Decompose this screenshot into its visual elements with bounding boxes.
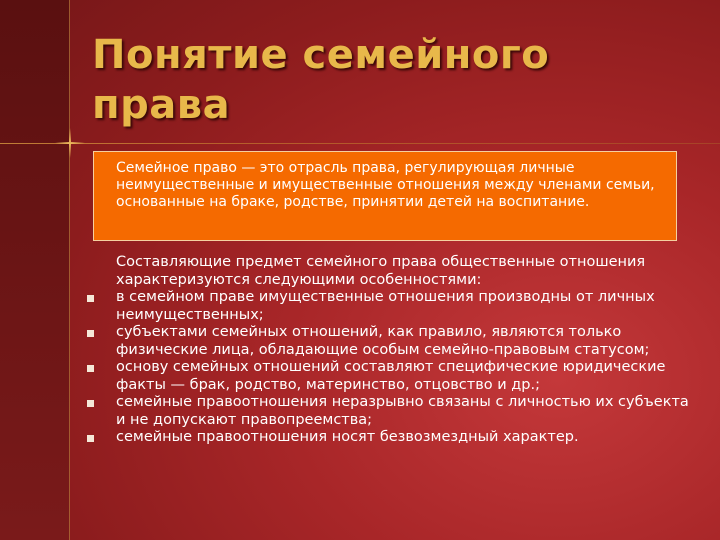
list-item <box>116 429 696 447</box>
sparkle-icon <box>55 128 85 158</box>
intro-paragraph: Составляющие предмет семейного права общественные отношения характеризуются следующими особенностями: <box>116 254 646 288</box>
horizontal-divider <box>0 143 720 144</box>
list-item-text: в семейном праве имущественные отношения производны от личных неимущественных; <box>116 289 655 323</box>
definition-body: — это отрасль права, регулирующая личные неимущественные и имущественные отношения между членами семьи, основанные на браке, родстве, принятии детей на воспитание. <box>116 160 655 210</box>
bullet-square-icon <box>87 330 94 337</box>
list-item <box>116 289 696 324</box>
bullet-square-icon <box>87 365 94 372</box>
bullet-square-icon <box>87 295 94 302</box>
vertical-divider <box>69 0 70 540</box>
bullet-square-icon <box>87 435 94 442</box>
left-band <box>0 0 70 540</box>
list-item-text: семейные правоотношения неразрывно связаны с личностью их субъекта и не допускают правопреемства; <box>116 394 689 428</box>
definition-term: Семейное право <box>116 160 237 176</box>
bullet-square-icon <box>87 400 94 407</box>
list-item-text: субъектами семейных отношений, как правило, являются только физические лица, обладающие особым семейно-правовым статусом; <box>116 324 650 358</box>
list-item-text: семейные правоотношения носят безвозмездный характер. <box>116 429 579 445</box>
slide-title: Понятие семейного права <box>92 32 550 128</box>
list-item <box>116 324 696 359</box>
list-item-text: основу семейных отношений составляют специфические юридические факты — брак, родство, материнство, отцовство и др.; <box>116 359 666 393</box>
list-item <box>116 394 696 429</box>
slide-content <box>116 254 696 447</box>
definition-text <box>116 160 671 211</box>
list-item <box>116 359 696 394</box>
feature-list <box>116 289 696 447</box>
